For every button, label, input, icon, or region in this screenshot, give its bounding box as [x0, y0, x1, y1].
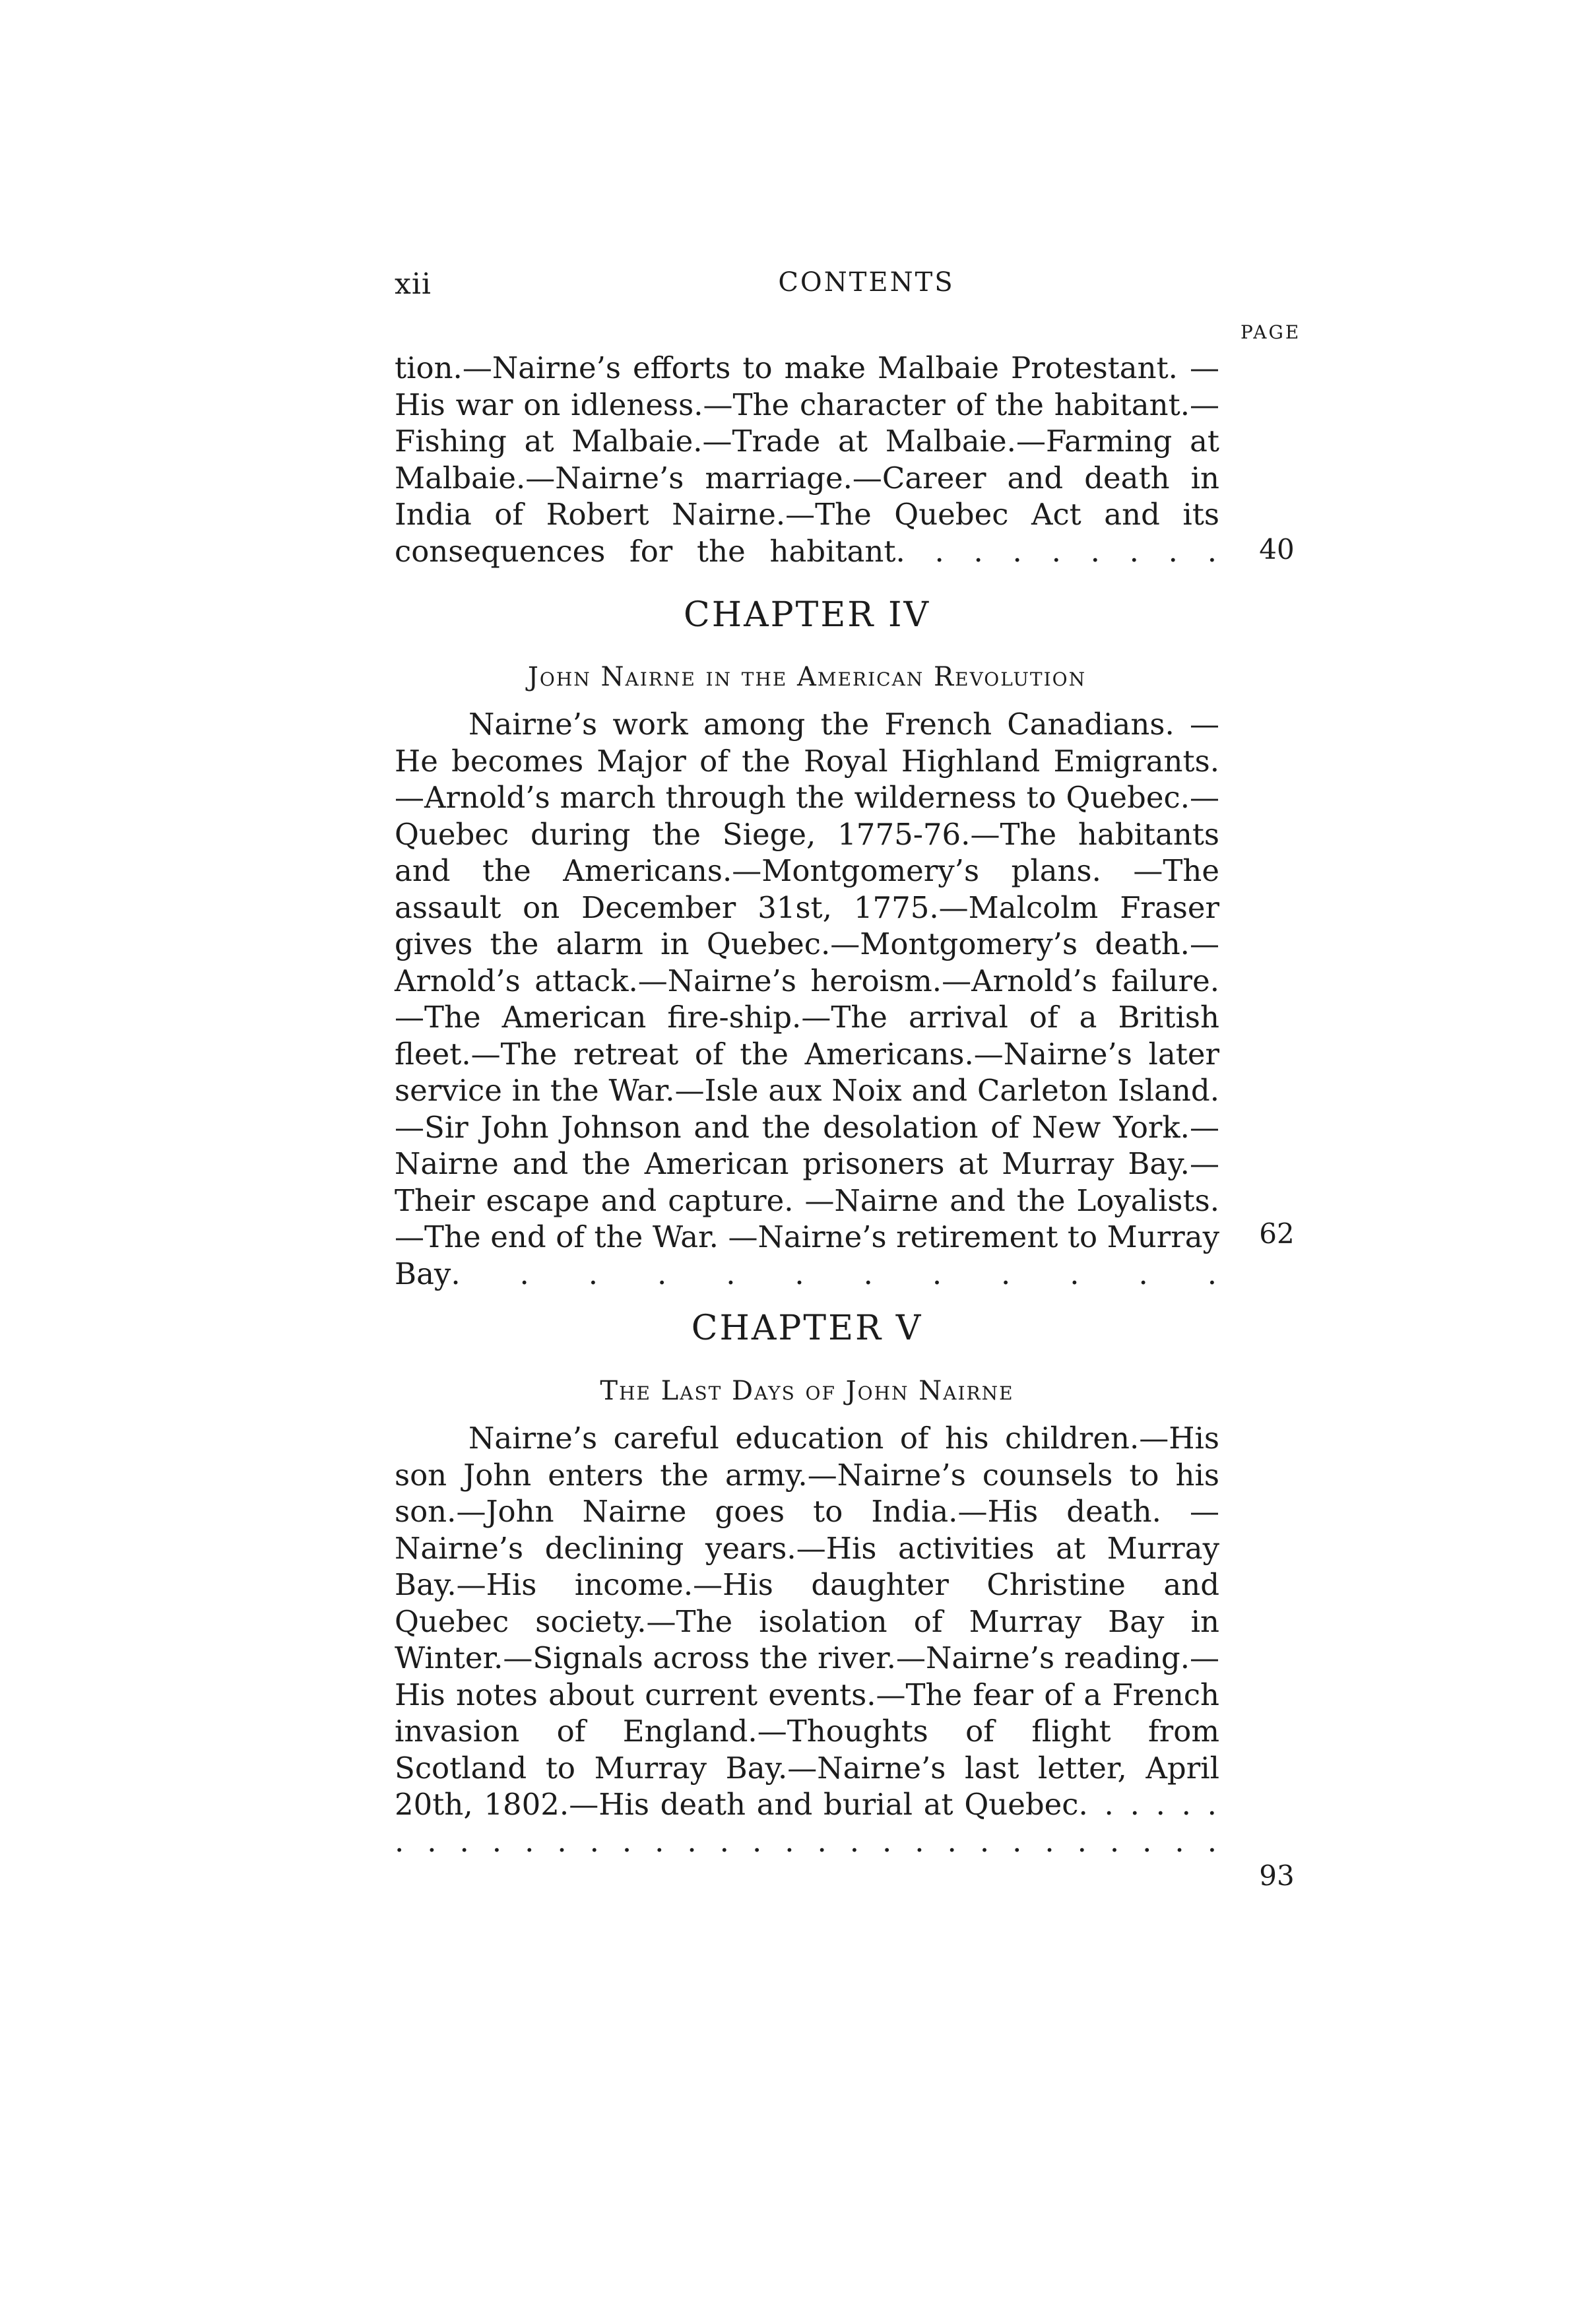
- folio: xii: [395, 267, 432, 301]
- page-number: 62: [1259, 1217, 1295, 1250]
- dot-leader: . . . . . . . . . . . .: [451, 1256, 1219, 1291]
- toc-entry-continuation: [395, 350, 1219, 569]
- toc-entry-summary: Nairne’s careful education of his children.—His son John enters the army.—Nairne’s counsels to his son.—John Nairne goes to India.—His death. —Nairne’s declining years.—His activities at Murray Bay.—His income.—His daughter Christine and Quebec society.—The isolation of Murray Bay in Winter.—Signals across the river.—Nairne’s reading.—His notes about current events.—The fear of a French invasion of England.—Thoughts of flight from Scotland to Murray Bay.—Nairne’s last letter, April 20th, 1802.—His death and burial at Quebec: [395, 1421, 1219, 1822]
- toc-entry-summary: tion.—Nairne’s efforts to make Malbaie Protestant. —His war on idleness.—The character of the habitant.—Fishing at Malbaie.—Trade at Malbaie.—Farming at Malbaie.—Nairne’s marriage.—Career and death in India of Robert Nairne.—The Quebec Act and its consequences for the habitant: [395, 350, 1219, 569]
- page-column-label: PAGE: [1241, 321, 1301, 343]
- chapter-title: The Last Days of John Nairne: [600, 1376, 1014, 1406]
- toc-entry-summary: Nairne’s work among the French Canadians. —He becomes Major of the Royal Highland Emigrants.—Arnold’s march through the wilderness to Quebec.—Quebec during the Siege, 1775-76.—The habitants and the Americans.—Montgomery’s plans. —The assault on December 31st, 1775.—Malcolm Fraser gives the alarm in Quebec.—Montgomery’s death.—Arnold’s attack.—Nairne’s heroism.—Arnold’s failure.—The American fire-ship.—The arrival of a British fleet.—The retreat of the Americans.—Nairne’s later service in the War.—Isle aux Noix and Carleton Island.—Sir John Johnson and the desolation of New York.—Nairne and the American prisoners at Murray Bay.—Their escape and capture. —Nairne and the Loyalists.—The end of the War. —Nairne’s retirement to Murray Bay: [395, 707, 1219, 1291]
- toc-entry-chapter-v: [395, 1420, 1219, 1859]
- toc-entry-text: [395, 1420, 1219, 1859]
- page-header: [395, 267, 1299, 307]
- page-number: 40: [1259, 533, 1295, 565]
- dot-leader: . . . . . . . . . . . . . . . . . . . . . . . . . . . . . . . .: [395, 1787, 1219, 1859]
- chapter-heading: CHAPTER IV: [683, 595, 931, 635]
- toc-entry-text: [395, 706, 1219, 1292]
- dot-leader: . . . . . . . . .: [895, 533, 1219, 569]
- page-number: 93: [1259, 1859, 1295, 1892]
- running-head: CONTENTS: [778, 267, 955, 298]
- chapter-title: John Nairne in the American Revolution: [527, 662, 1087, 692]
- toc-entry-text: [395, 350, 1219, 569]
- chapter-heading: CHAPTER V: [691, 1308, 923, 1348]
- toc-entry-chapter-iv: [395, 706, 1219, 1292]
